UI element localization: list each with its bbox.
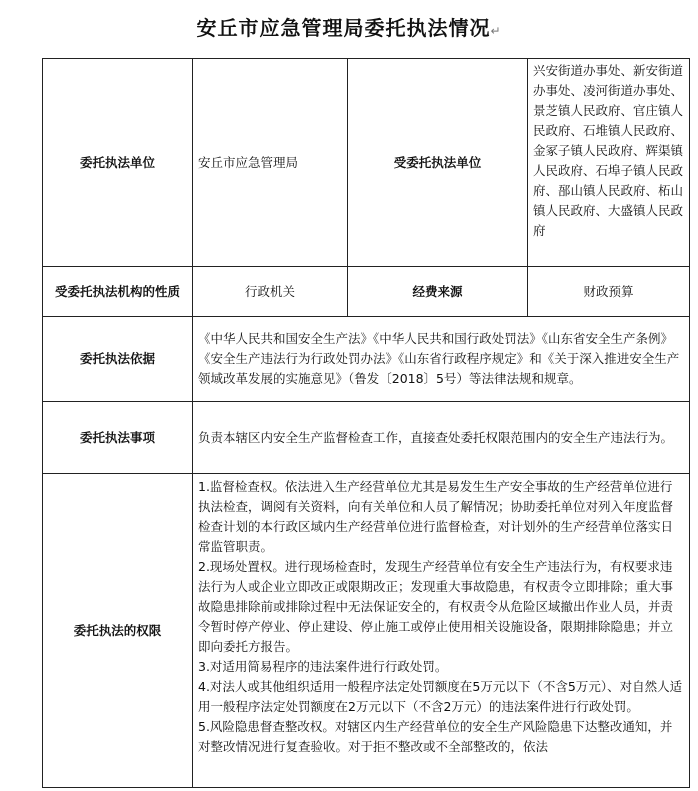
value-authority [193, 474, 690, 788]
authority-item: 5.风险隐患督查整改权。对辖区内生产经营单位的安全生产风险隐患下达整改通知，并对整改情况进行复查验收。对于拒不整改或不全部整改的，依法 [198, 719, 673, 754]
table-row-nature [43, 267, 690, 317]
paragraph-mark-icon: ↵ [490, 24, 502, 38]
delegation-table [42, 58, 690, 788]
value-delegating-unit: 安丘市应急管理局 [193, 59, 348, 267]
page-title [0, 12, 698, 41]
value-funding-source: 财政预算 [528, 267, 690, 317]
value-matters: 负责本辖区内安全生产监督检查工作，直接查处委托权限范围内的安全生产违法行为。 [193, 402, 690, 474]
value-delegated-unit: 兴安街道办事处、新安街道办事处、凌河街道办事处、景芝镇人民政府、官庄镇人民政府、石堆镇人民政府、金冢子镇人民政府、辉渠镇人民政府、石埠子镇人民政府、郚山镇人民政府、柘山镇人民政府、大盛镇人民政府 [528, 59, 690, 267]
value-agency-nature: 行政机关 [193, 267, 348, 317]
label-agency-nature: 受委托执法机构的性质 [43, 267, 193, 317]
authority-item: 3.对适用简易程序的违法案件进行行政处罚。 [198, 659, 448, 674]
table-row-matters [43, 402, 690, 474]
authority-item: 2.现场处置权。进行现场检查时，发现生产经营单位有安全生产违法行为，有权要求违法行为人或企业立即改正或限期改正；发现重大事故隐患，有权责令立即排除；重大事故隐患排除前或排除过程中无法保证安全的，有权责令从危险区域撤出作业人员，并责令暂时停产停业、停止建设、停止施工或停止使用相关设施设备，限期排除隐患；并立即向委托方报告。 [198, 559, 674, 654]
page-title-text: 安丘市应急管理局委托执法情况 [196, 16, 491, 40]
authority-item: 4.对法人或其他组织适用一般程序法定处罚额度在5万元以下（不含5万元）、对自然人适用一般程序法定处罚额度在2万元以下（不含2万元）的违法案件进行行政处罚。 [198, 679, 683, 714]
label-matters: 委托执法事项 [43, 402, 193, 474]
label-funding-source: 经费来源 [348, 267, 528, 317]
table-row-authority [43, 474, 690, 788]
table-row-legal-basis [43, 317, 690, 402]
label-authority: 委托执法的权限 [43, 474, 193, 788]
label-legal-basis: 委托执法依据 [43, 317, 193, 402]
authority-item: 1.监督检查权。依法进入生产经营单位尤其是易发生生产安全事故的生产经营单位进行执法检查，调阅有关资料，向有关单位和人员了解情况；协助委托单位对列入年度监督检查计划的本行政区域内生产经营单位进行监督检查，对计划外的生产经营单位落实日常监管职责。 [198, 479, 674, 554]
label-delegating-unit: 委托执法单位 [43, 59, 193, 267]
label-delegated-unit: 受委托执法单位 [348, 59, 528, 267]
value-legal-basis: 《中华人民共和国安全生产法》《中华人民共和国行政处罚法》《山东省安全生产条例》《安全生产违法行为行政处罚办法》《山东省行政程序规定》和《关于深入推进安全生产领域改革发展的实施意见》（鲁发〔2018〕5号）等法律法规和规章。 [193, 317, 690, 402]
table-row-delegating-unit [43, 59, 690, 267]
